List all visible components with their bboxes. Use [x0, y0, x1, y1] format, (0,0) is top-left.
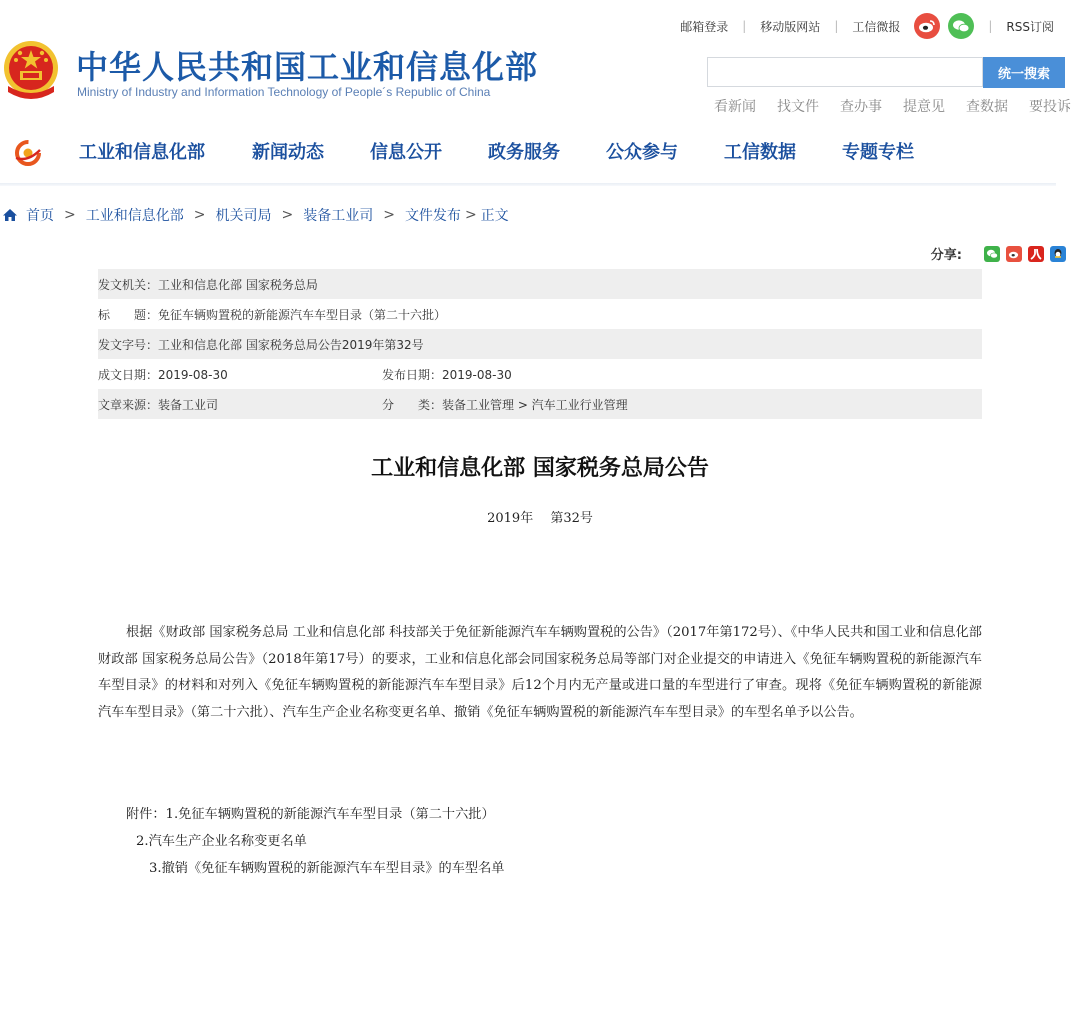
site-title[interactable]: 中华人民共和国工业和信息化部 [76, 48, 539, 86]
quick-link-news[interactable]: 看新闻 [714, 99, 756, 115]
breadcrumb-home[interactable]: 首页 [26, 208, 54, 224]
article-body: 根据《财政部 国家税务总局 工业和信息化部 科技部关于免征新能源汽车车辆购置税的公告》（2017年第172号）、《中华人民共和国工业和信息化部 财政部 国家税务总局公告》（2018年第17号）的要求，工业和信息化部会同国家税务总局等部门对企业提交的申请进入《免征车辆购置税的新能源汽车车型目录》的材料和对列入《免征车辆购置税的新能源汽车车型目录》后12个月内无产量或进口量的车型进行了审查。现将《免征车辆购置税的新能源汽车车型目录》（第二十六批）、汽车生产企业名称变更名单、撤销《免征车辆购置税的新能源汽车车型目录》的车型名单予以公告。 [98, 625, 982, 720]
divider: | [988, 19, 993, 33]
search-button[interactable]: 统一搜索 [983, 57, 1065, 88]
wechat-icon[interactable] [948, 13, 974, 39]
meta-row [98, 269, 982, 299]
breadcrumb [2, 205, 509, 225]
quick-links [714, 96, 1080, 116]
mobile-site-link[interactable]: 移动版网站 [760, 19, 821, 34]
ministry-logo[interactable] [13, 138, 43, 172]
meta-written-date: 成文日期：2019-08-30 [98, 367, 228, 382]
nav-item-topics[interactable]: 专题专栏 [842, 142, 914, 163]
breadcrumb-separator: > [281, 207, 294, 223]
nav-item-news[interactable]: 新闻动态 [252, 142, 324, 163]
weibao-link[interactable]: 工信微报 [852, 19, 901, 34]
article-number: 2019年 第32号 [487, 511, 593, 526]
meta-publish-date: 发布日期：2019-08-30 [382, 367, 512, 382]
rss-link[interactable]: RSS订阅 [1006, 19, 1054, 34]
weibo-icon[interactable] [914, 13, 940, 39]
divider: | [742, 19, 747, 33]
meta-row [98, 299, 982, 329]
quick-link-services[interactable]: 查办事 [840, 99, 882, 115]
search-input[interactable] [707, 57, 983, 87]
breadcrumb-separator: > [383, 207, 395, 223]
quick-link-documents[interactable]: 找文件 [777, 99, 819, 115]
meta-row [98, 359, 982, 389]
meta-title: 标 题：免征车辆购置税的新能源汽车车型目录（第二十六批） [98, 307, 447, 322]
main-nav [0, 128, 1056, 182]
nav-item-data[interactable]: 工信数据 [724, 142, 796, 163]
breadcrumb-separator: > [193, 207, 206, 223]
attachment-item[interactable]: 2.汽车生产企业名称变更名单 [136, 834, 307, 849]
share-qq-icon[interactable] [1050, 246, 1066, 262]
meta-row [98, 329, 982, 359]
breadcrumb-documents[interactable]: 文件发布 [404, 208, 461, 224]
email-login-link[interactable]: 邮箱登录 [680, 19, 729, 34]
share-wechat-icon[interactable] [984, 246, 1000, 262]
breadcrumb-ministry[interactable]: 工业和信息化部 [85, 208, 184, 224]
share-weibo-icon[interactable] [1006, 246, 1022, 262]
meta-issuer: 发文机关：工业和信息化部 国家税务总局 [98, 277, 318, 292]
share-label: 分享: [930, 248, 962, 263]
share-renren-icon[interactable] [1028, 246, 1044, 262]
document-meta-table [98, 269, 982, 419]
divider: | [834, 19, 839, 33]
meta-doc-number: 发文字号：工业和信息化部 国家税务总局公告2019年第32号 [98, 337, 424, 352]
top-links [680, 12, 1054, 40]
nav-item-ministry[interactable]: 工业和信息化部 [79, 142, 205, 163]
nav-divider [0, 183, 1056, 186]
meta-row [98, 389, 982, 419]
breadcrumb-separator: > [64, 207, 76, 223]
nav-item-participation[interactable]: 公众参与 [606, 142, 678, 163]
breadcrumb-departments[interactable]: 机关司局 [215, 208, 272, 224]
nav-item-disclosure[interactable]: 信息公开 [370, 142, 442, 163]
breadcrumb-separator: > [464, 207, 477, 223]
article-title: 工业和信息化部 国家税务总局公告 [371, 456, 709, 481]
attachment-item[interactable]: 附件：1.免征车辆购置税的新能源汽车车型目录（第二十六批） [126, 807, 495, 822]
national-emblem [2, 40, 60, 102]
share-bar [931, 244, 1066, 263]
meta-category: 分 类：装备工业管理 > 汽车工业行业管理 [382, 397, 628, 412]
meta-source: 文章来源：装备工业司 [98, 397, 219, 412]
breadcrumb-current: 正文 [480, 208, 509, 224]
attachment-item[interactable]: 3.撤销《免征车辆购置税的新能源汽车车型目录》的车型名单 [149, 861, 505, 876]
nav-item-services[interactable]: 政务服务 [488, 142, 560, 163]
site-subtitle: Ministry of Industry and Information Technology of People´s Republic of China [77, 85, 491, 99]
quick-link-data[interactable]: 查数据 [966, 99, 1008, 115]
quick-link-complaint[interactable]: 要投诉 [1029, 99, 1071, 115]
quick-link-feedback[interactable]: 提意见 [903, 99, 945, 115]
breadcrumb-equipment-dept[interactable]: 装备工业司 [303, 208, 374, 224]
home-icon[interactable] [2, 208, 18, 222]
